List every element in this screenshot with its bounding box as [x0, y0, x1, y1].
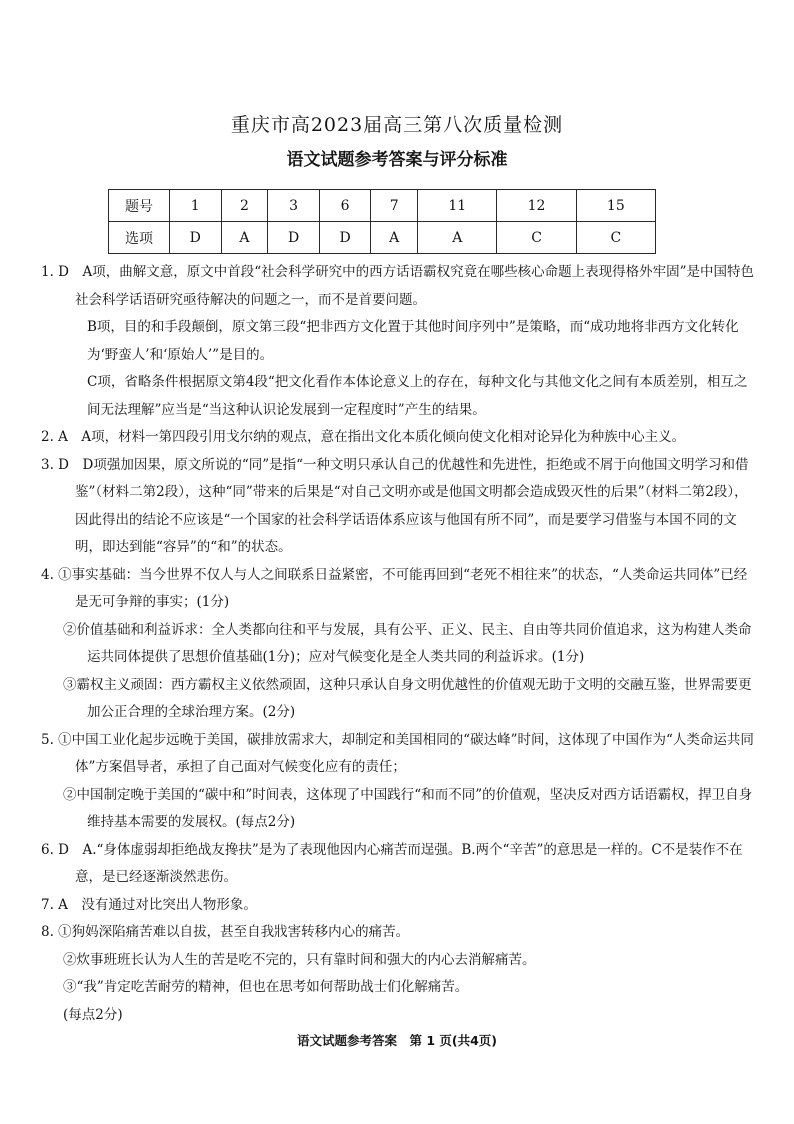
- q8-scoring-note: (每点2分): [63, 1006, 123, 1023]
- q8-point-1: 8. ①狗妈深陷痛苦难以自拔，甚至自我戕害转移内心的痛苦。: [41, 924, 410, 940]
- answer-explanations: [41, 259, 756, 1029]
- answer-option-cell: C: [576, 222, 655, 254]
- question-number-cell: 1: [170, 190, 222, 222]
- answer-option-cell: A: [221, 222, 268, 254]
- page-footer: 语文试题参考答案 第 1 页(共4页): [296, 1033, 498, 1048]
- q1-option-c-note: C项，省略条件根据原文第4段“把文化看作本体论意义上的存在，每种文化与其他文化之间有本质差别，相互之间无法理解”应当是“当这种认识论发展到一定程度时”产生的结果。: [87, 374, 748, 418]
- q4-point-3: ③霸权主义顽固：西方霸权主义依然顽固，这种只承认自身文明优越性的价值观无助于文明的交融互鉴，世界需要更加公正合理的全球治理方案。(2分): [63, 676, 752, 720]
- question-number-cell: 12: [497, 190, 576, 222]
- q5-point-2: ②中国制定晚于美国的“碳中和”时间表，这体现了中国践行“和而不同”的价值观，坚决反对西方话语霸权，捍卫自身维持基本需要的发展权。(每点2分): [63, 786, 753, 830]
- answer-table-row-label: 选项: [109, 222, 170, 254]
- answer-option-cell: D: [268, 222, 320, 254]
- q4-point-2: ②价值基础和利益诉求：全人类都向往和平与发展，具有公平、正义、民主、自由等共同价值追求，这为构建人类命运共同体提供了思想价值基础(1分)；应对气候变化是全人类共同的利益诉求。(1分): [63, 621, 752, 665]
- answer-table: [108, 189, 656, 254]
- question-number-cell: 7: [371, 190, 418, 222]
- q8-point-2: ②炊事班班长认为人生的苦是吃不完的，只有靠时间和强大的内心去消解痛苦。: [63, 951, 536, 968]
- q1-option-b-note: B项，目的和手段颠倒，原文第三段“把非西方文化置于其他时间序列中”是策略，而“成功地将非西方文化转化为‘野蛮人’和‘原始人’”是目的。: [87, 319, 739, 363]
- q2-explanation: 2. A A项，材料一第四段引用戈尔纳的观点，意在指出文化本质化倾向使文化相对论异化为种族中心主义。: [41, 429, 686, 445]
- q3-explanation: 3. D D项强加因果，原文所说的“同”是指“一种文明只承认自己的优越性和先进性，拒绝或不屑于向他国文明学习和借鉴”（材料二第2段），这种“同”带来的后果是“对自己文明亦或是他国文明都会造成毁灭性的后果”（材料二第2段），因此得出的结论不应该是“一个国家的社会科学话语体系应该与他国有所不同”，而是要学习借鉴与本国不同的文明，即达到能“容异”的“和”的状态。: [41, 456, 749, 555]
- answer-option-cell: A: [371, 222, 418, 254]
- answer-table-number-row: [109, 190, 656, 222]
- q8-point-3: ③“我”肯定吃苦耐劳的精神，但也在思考如何帮助战士们化解痛苦。: [63, 979, 469, 995]
- question-number-cell: 6: [319, 190, 371, 222]
- answer-option-cell: D: [319, 222, 371, 254]
- question-number-cell: 2: [221, 190, 268, 222]
- q5-point-1: 5. ①中国工业化起步远晚于美国，碳排放需求大，却制定和美国相同的“碳达峰”时间，这体现了中国作为“人类命运共同体”方案倡导者，承担了自己面对气候变化应有的责任；: [41, 731, 754, 775]
- question-number-cell: 15: [576, 190, 655, 222]
- q4-point-1: 4. ①事实基础：当今世界不仅人与人之间联系日益紧密，不可能再回到“老死不相往来”的状态，“人类命运共同体”已经是无可争辩的事实；(1分): [41, 566, 748, 610]
- answer-option-cell: A: [418, 222, 497, 254]
- answer-table-row-label: 题号: [109, 190, 170, 222]
- answer-table-option-row: [109, 222, 656, 254]
- answer-option-cell: D: [170, 222, 222, 254]
- question-number-cell: 11: [418, 190, 497, 222]
- document-title: 重庆市高2023届高三第八次质量检测: [230, 114, 564, 136]
- answer-option-cell: C: [497, 222, 576, 254]
- q7-explanation: 7. A 没有通过对比突出人物形象。: [41, 896, 257, 913]
- q6-explanation: 6. D A.“身体虚弱却拒绝战友搀扶”是为了表现他因内心痛苦而逞强。B.两个“辛苦”的意思是一样的。C不是装作不在意，是已经逐渐淡然悲伤。: [41, 841, 743, 885]
- document-subtitle: 语文试题参考答案与评分标准: [286, 150, 508, 170]
- question-number-cell: 3: [268, 190, 320, 222]
- q1-explanation: 1. D A项，曲解文意，原文中首段“社会科学研究中的西方话语霸权究竟在哪些核心命题上表现得格外牢固”是中国特色社会科学话语研究亟待解决的问题之一，而不是首要问题。: [41, 264, 755, 308]
